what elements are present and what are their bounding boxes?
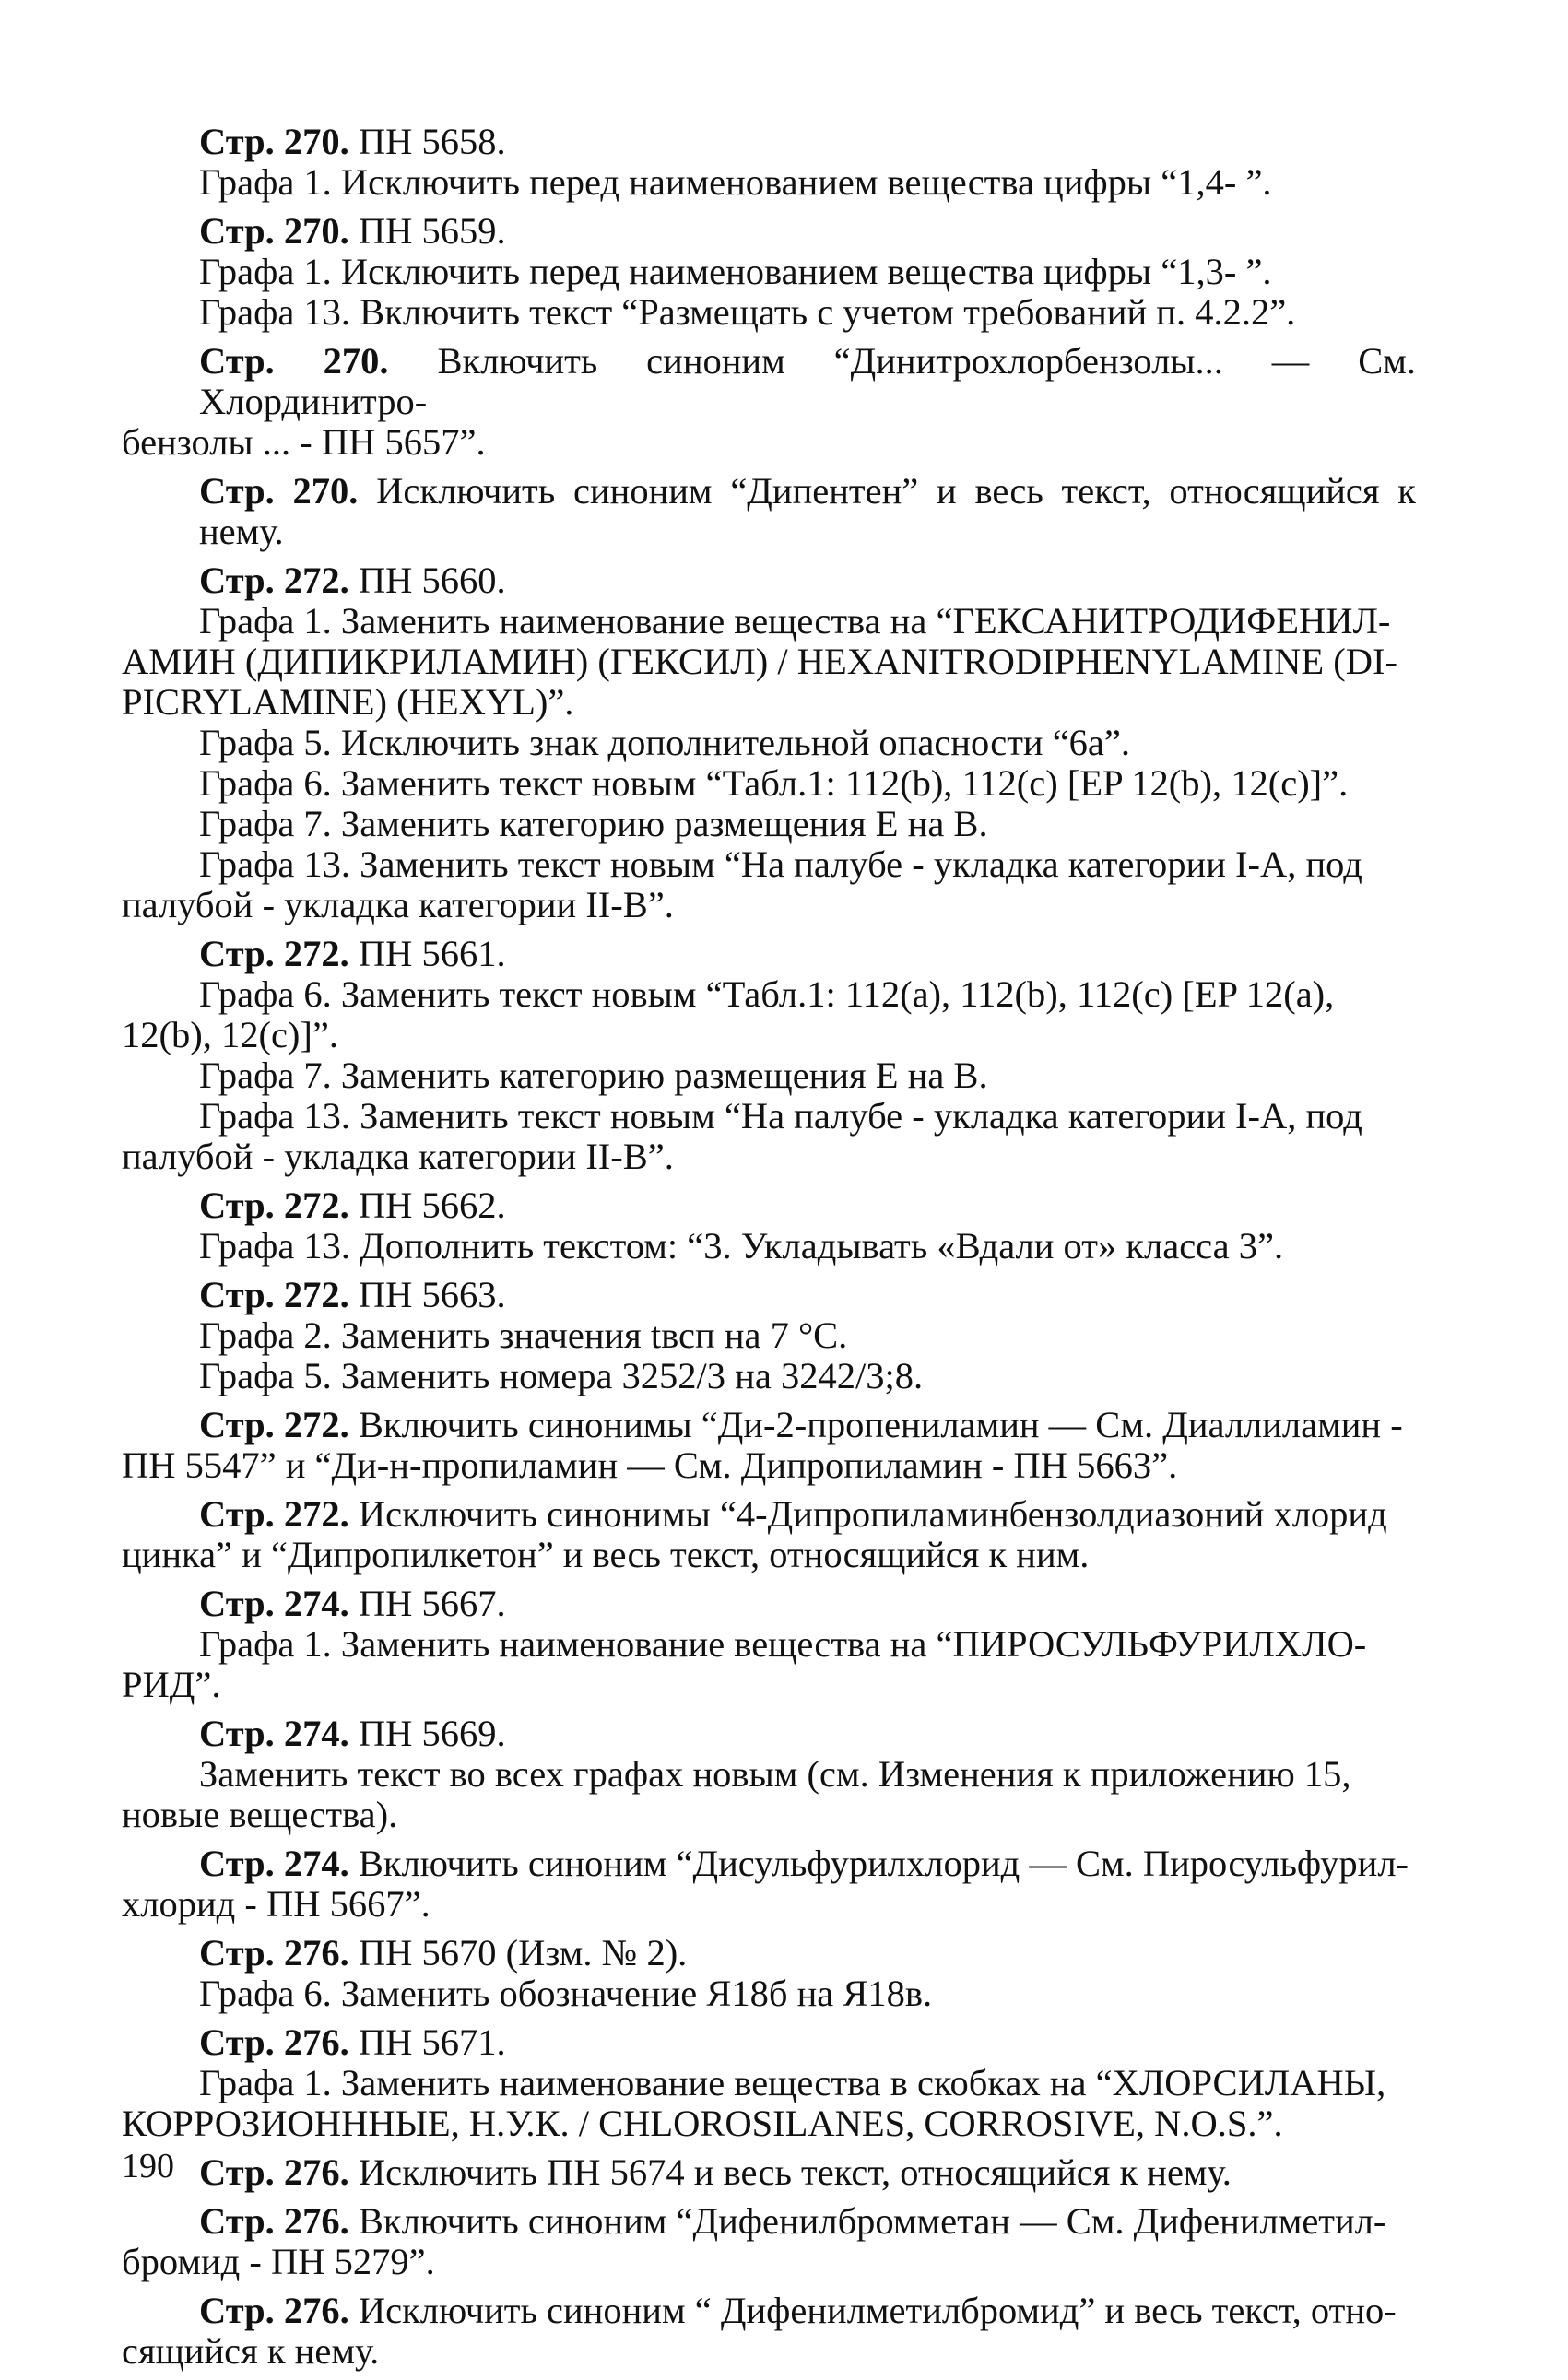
entry-heading-line — [199, 1933, 1416, 1974]
entry-heading-line — [199, 341, 1416, 422]
entry-heading-text: Включить синонимы “Ди-2-пропениламин — См. Диаллиламин - — [348, 1404, 1403, 1445]
page-reference: Стр. 272. — [199, 933, 349, 974]
amendment-entry — [122, 2200, 1416, 2282]
continuation-line: 12(b), 12(c)]”. — [122, 1014, 339, 1055]
instruction-line: Графа 13. Включить текст “Размещать с учетом требований п. 4.2.2”. — [199, 291, 1296, 333]
instruction-line: Графа 1. Заменить наименование вещества в скобках на “ХЛОРСИЛАНЫ, — [199, 2062, 1386, 2103]
amendment-entry — [199, 471, 1416, 552]
amendment-entry — [199, 1185, 1416, 1267]
amendment-entry — [122, 1713, 1416, 1835]
entry-heading-text: ПН 5671. — [348, 2021, 506, 2063]
instruction-line: Графа 6. Заменить текст новым “Табл.1: 112(a), 112(b), 112(c) [EP 12(a), — [199, 973, 1335, 1015]
entry-heading-text: Исключить синоним “Дипентен” и весь текст, относящийся к нему. — [199, 470, 1416, 552]
continuation-line: ПН 5547” и “Ди-н-пропиламин — См. Дипропиламин - ПН 5663”. — [122, 1444, 1178, 1486]
entry-heading-line — [199, 471, 1416, 552]
continuation-line: палубой - укладка категории II-B”. — [122, 1136, 674, 1177]
page-reference: Стр. 270. — [199, 210, 349, 252]
continuation-line: КОРРОЗИОНННЫЕ, Н.У.К. / CHLOROSILANES, CORROSIVE, N.O.S.”. — [122, 2103, 1283, 2144]
page-reference: Стр. 274. — [199, 1583, 349, 1624]
continuation-line: бензолы ... - ПН 5657”. — [122, 421, 486, 463]
instruction-line: Графа 1. Исключить перед наименованием вещества цифры “1,4- ”. — [199, 161, 1272, 203]
amendment-entry — [122, 1493, 1416, 1575]
page-reference: Стр. 276. — [199, 2290, 349, 2331]
continuation-line: хлорид - ПН 5667”. — [122, 1883, 430, 1925]
page-reference: Стр. 272. — [199, 560, 349, 601]
amendment-entry — [122, 2021, 1416, 2144]
entry-heading-line — [199, 934, 1416, 974]
amendment-entry — [122, 933, 1416, 1177]
amendment-entry — [122, 1404, 1416, 1486]
entry-heading-line — [199, 1185, 1416, 1226]
continuation-line: PICRYLAMINE) (HEXYL)”. — [122, 681, 574, 723]
amendment-entry — [122, 340, 1416, 463]
entry-heading-text: ПН 5658. — [348, 121, 506, 162]
amendment-entry — [199, 122, 1416, 203]
entry-heading-text: Включить синоним “Дисульфурилхлорид — См. Пиросульфурил- — [348, 1843, 1409, 1884]
entry-heading-text: Включить синоним “Динитрохлорбензолы... — См. Хлординитро- — [199, 340, 1416, 422]
continuation-line: бромид - ПН 5279”. — [122, 2241, 435, 2282]
page-reference: Стр. 272. — [199, 1404, 349, 1445]
page-reference: Стр. 270. — [199, 340, 389, 382]
entry-heading-text: ПН 5661. — [348, 933, 506, 974]
instruction-line: Графа 6. Заменить обозначение Я18б на Я18в. — [199, 1973, 933, 2014]
entry-heading-text: Исключить ПН 5674 и весь текст, относящийся к нему. — [348, 2151, 1232, 2193]
page-reference: Стр. 274. — [199, 1843, 349, 1884]
entry-heading-text: ПН 5669. — [348, 1713, 506, 1754]
entry-heading-text: ПН 5667. — [348, 1583, 506, 1624]
entry-heading-text: Включить синоним “Дифенилбромметан — См. Дифенилметил- — [348, 2200, 1386, 2242]
instruction-line: Графа 13. Дополнить текстом: “3. Укладывать «Вдали от» класса 3”. — [199, 1225, 1284, 1267]
instruction-line: Графа 7. Заменить категорию размещения E на B. — [199, 803, 988, 844]
instruction-line: Графа 1. Заменить наименование вещества на “ГЕКСАНИТРОДИФЕНИЛ- — [199, 600, 1391, 642]
entry-heading-line — [199, 2022, 1416, 2063]
entry-heading-text: ПН 5670 (Изм. № 2). — [348, 1932, 688, 1974]
amendment-entry — [199, 1933, 1416, 2014]
page-reference: Стр. 274. — [199, 1713, 349, 1754]
continuation-line: РИД”. — [122, 1664, 221, 1705]
entry-heading-line — [199, 1584, 1416, 1624]
page-reference: Стр. 272. — [199, 1493, 349, 1535]
continuation-line: палубой - укладка категории II-B”. — [122, 884, 674, 925]
entry-heading-line — [199, 560, 1416, 601]
entry-heading-line — [199, 122, 1416, 162]
entry-heading-line — [199, 2201, 1416, 2242]
instruction-line: Графа 13. Заменить текст новым “На палубе - укладка категории I-A, под — [199, 843, 1362, 885]
amendment-entry — [122, 2290, 1416, 2372]
amendment-entry — [122, 1583, 1416, 1705]
page-reference: Стр. 272. — [199, 1184, 349, 1226]
page-reference: Стр. 276. — [199, 2151, 349, 2193]
instruction-line: Графа 6. Заменить текст новым “Табл.1: 112(b), 112(c) [EP 12(b), 12(c)]”. — [199, 762, 1349, 804]
amendment-entry — [199, 2152, 1416, 2193]
continuation-line: новые вещества). — [122, 1794, 398, 1835]
instruction-line: Графа 5. Исключить знак дополнительной опасности “6a”. — [199, 722, 1131, 763]
instruction-line: Графа 5. Заменить номера 3252/3 на 3242/3;8. — [199, 1355, 924, 1396]
entry-heading-text: ПН 5663. — [348, 1274, 506, 1315]
entry-heading-line — [199, 1844, 1416, 1884]
page-reference: Стр. 270. — [199, 470, 359, 512]
entry-heading-text: Исключить синонимы “4-Дипропиламинбензолдиазоний хлорид — [348, 1493, 1387, 1535]
amendment-entry — [122, 1843, 1416, 1925]
entry-heading-line — [199, 2152, 1416, 2193]
continuation-line: сящийся к нему. — [122, 2330, 380, 2372]
entry-heading-text: ПН 5659. — [348, 210, 506, 252]
page-reference: Стр. 276. — [199, 1932, 349, 1974]
continuation-line: цинка” и “Дипропилкетон” и весь текст, относящийся к ним. — [122, 1534, 1090, 1575]
page-number: 190 — [122, 2147, 174, 2186]
entry-heading-line — [199, 1494, 1416, 1535]
page-reference: Стр. 276. — [199, 2200, 349, 2242]
instruction-line: Заменить текст во всех графах новым (см. Изменения к приложению 15, — [199, 1753, 1351, 1795]
entry-heading-line — [199, 1275, 1416, 1315]
entry-heading-text: ПН 5660. — [348, 560, 506, 601]
continuation-line: АМИН (ДИПИКРИЛАМИН) (ГЕКСИЛ) / HEXANITRODIPHENYLAMINE (DI- — [122, 641, 1397, 682]
entry-heading-text: ПН 5662. — [348, 1184, 506, 1226]
amendment-entry — [199, 1275, 1416, 1396]
entry-heading-line — [199, 211, 1416, 252]
instruction-line: Графа 7. Заменить категорию размещения E на B. — [199, 1055, 988, 1096]
entry-heading-line — [199, 2291, 1416, 2331]
page-reference: Стр. 270. — [199, 121, 349, 162]
amendment-entry — [199, 211, 1416, 333]
instruction-line: Графа 13. Заменить текст новым “На палубе - укладка категории I-A, под — [199, 1095, 1362, 1137]
amendment-entry — [122, 560, 1416, 925]
page-reference: Стр. 272. — [199, 1274, 349, 1315]
instruction-line: Графа 2. Заменить значения tвсп на 7 °C. — [199, 1314, 848, 1356]
page-reference: Стр. 276. — [199, 2021, 349, 2063]
instruction-line: Графа 1. Исключить перед наименованием вещества цифры “1,3- ”. — [199, 251, 1272, 292]
instruction-line: Графа 1. Заменить наименование вещества на “ПИРОСУЛЬФУРИЛХЛО- — [199, 1623, 1367, 1665]
entry-heading-line — [199, 1405, 1416, 1445]
entry-heading-text: Исключить синоним “ Дифенилметилбромид” и весь текст, отно- — [348, 2290, 1397, 2331]
entry-heading-line — [199, 1714, 1416, 1754]
